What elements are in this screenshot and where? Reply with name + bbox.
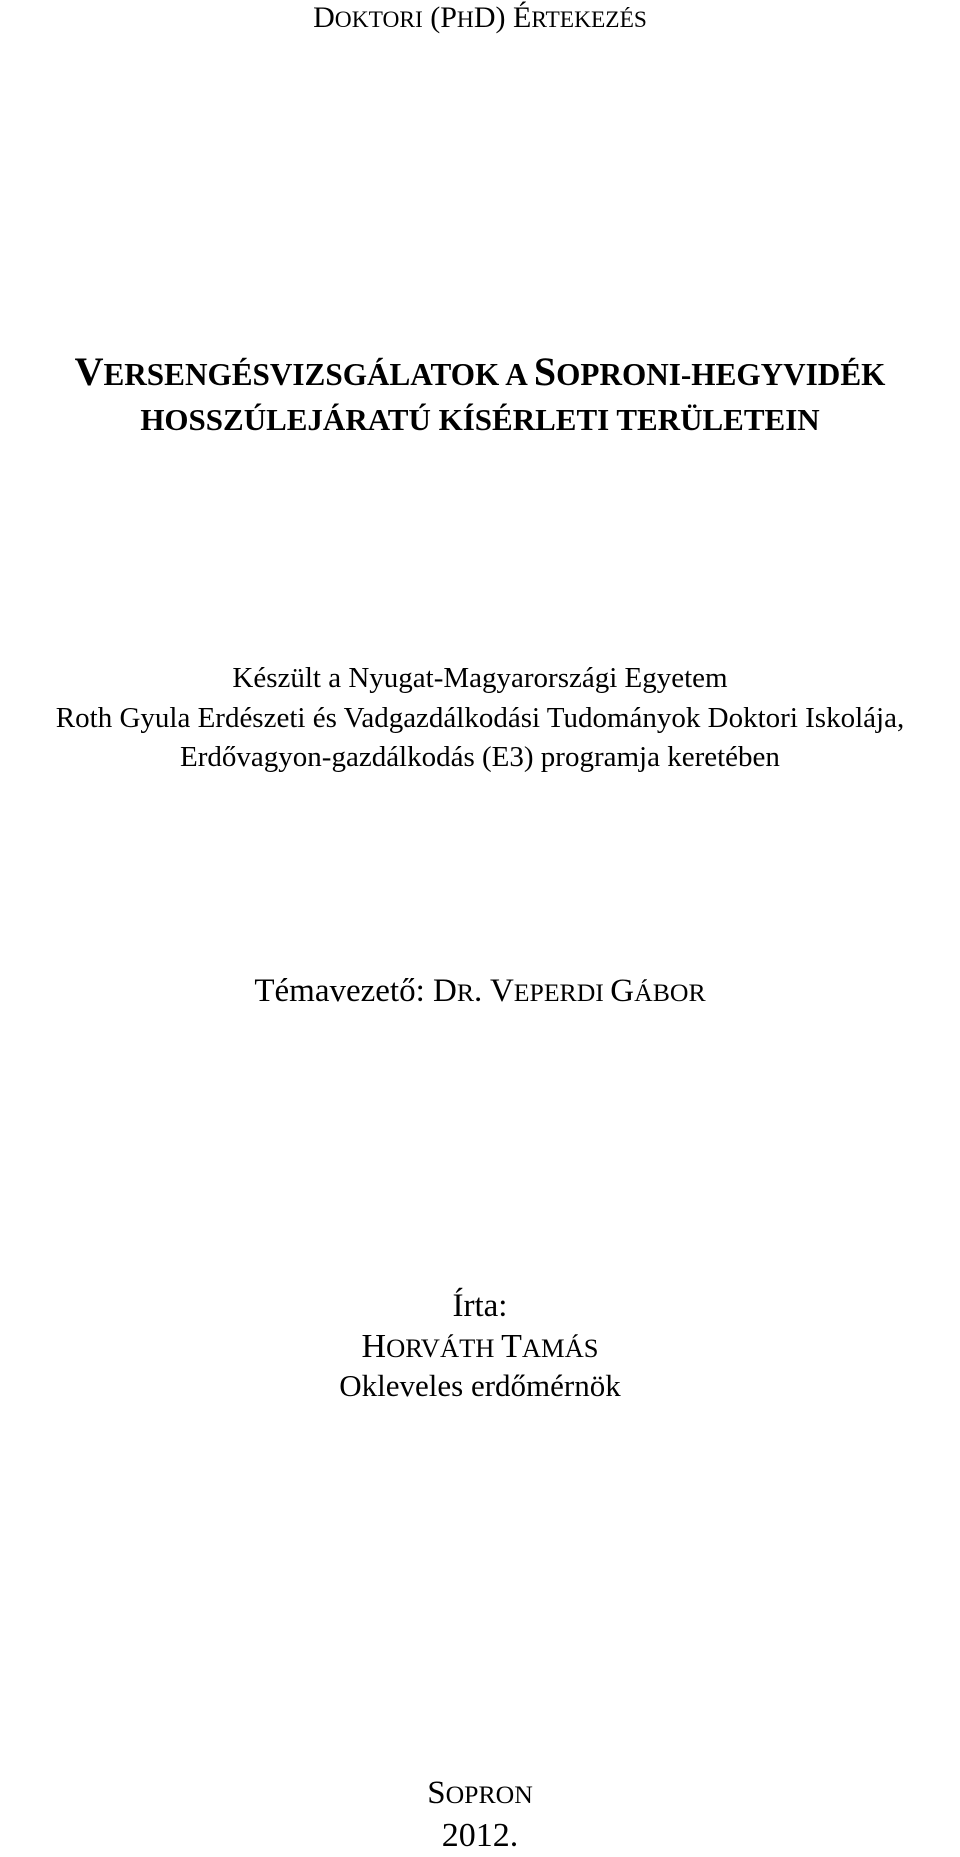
doc-type-part: RTEKEZÉS xyxy=(531,7,647,33)
city-part: OPRON xyxy=(445,1780,533,1809)
doc-type-part: OKTORI xyxy=(334,7,423,33)
doc-type-part: P xyxy=(440,1,457,34)
author-part: T xyxy=(501,1328,522,1365)
written-by-label: Írta: xyxy=(452,1288,508,1324)
supervisor-part: V xyxy=(489,973,514,1009)
supervisor-part: G xyxy=(610,973,635,1009)
supervisor-part: EPERDI xyxy=(513,978,611,1007)
title-part: ERSENGÉSVIZSGÁLATOK A xyxy=(103,357,534,392)
author-part: AMÁS xyxy=(521,1333,599,1363)
title-part: V xyxy=(74,349,104,394)
author-part: H xyxy=(361,1328,387,1365)
supervisor-prefix: Témavezető: xyxy=(254,973,434,1009)
author-name xyxy=(0,1330,960,1364)
doc-type-part: ) xyxy=(495,1,513,34)
institution-line-1: Készült a Nyugat-Magyarországi Egyetem xyxy=(232,662,728,694)
document-type xyxy=(0,3,960,33)
doc-type-part: D xyxy=(313,1,335,34)
doc-type-part: H xyxy=(456,7,474,33)
doc-type-part: ( xyxy=(422,1,441,34)
thesis-title-line-1 xyxy=(0,349,960,394)
supervisor-part: D xyxy=(433,973,457,1009)
title-part: S xyxy=(533,349,557,394)
doc-type-part: É xyxy=(513,1,532,34)
author-part: ORVÁTH xyxy=(386,1333,502,1363)
institution-line-2: Roth Gyula Erdészeti és Vadgazdálkodási Tudományok Doktori Iskolája, xyxy=(55,702,905,734)
institution-line-3: Erdővagyon-gazdálkodás (E3) programja keretében xyxy=(180,741,780,773)
supervisor-line xyxy=(0,975,960,1008)
year: 2012. xyxy=(441,1817,519,1854)
city-part: S xyxy=(427,1775,446,1811)
thesis-title-line-2: HOSSZÚLEJÁRATÚ KÍSÉRLETI TERÜLETEIN xyxy=(140,402,820,437)
title-part: OPRONI-HEGYVIDÉK xyxy=(556,357,886,392)
supervisor-part: R xyxy=(456,978,475,1007)
supervisor-part: ÁBOR xyxy=(634,978,706,1007)
supervisor-part: . xyxy=(474,973,490,1009)
city xyxy=(0,1777,960,1810)
doc-type-part: D xyxy=(473,1,496,34)
author-qualification: Okleveles erdőmérnök xyxy=(339,1368,621,1403)
